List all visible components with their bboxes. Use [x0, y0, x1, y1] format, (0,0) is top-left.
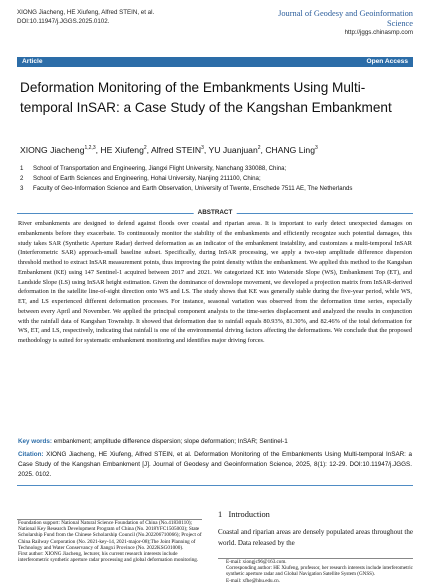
abstract-text: River embankments are designed to defend against floods over coastal and riparian areas. It is important to early detect unexpected damages on embankments before they exacerbate. To continuously monitor the stability of the embankments and efficiently recognize such potential damages, this study takes SAR (Synthetic Aperture Radar) derived deformation as an indicator of the embankment instability, and customizes a multi-temporal InSAR (Interferometric SAR) approach-small baseline subset. Specifically, during InSAR processing, we apply a two-step amplitude difference dispersion threshold method to extract InSAR measurement points, thus improving the point density within the embankment. We applied this method to the Kangshan Embankment (KE) using 147 Sentinel-1 acquired between 2017 and 2021. We categorized KE into Waterside Slope (WS), Embankment Top (ET), and Landside Slope (LS) using InSAR height estimation. Given the dominance of downslope movement, we developed a projection matrix from InSAR-derived deformation in the satellite line-of-sight direction onto WS and LS. The study shows that KE was generally stable during the five-year period, while WS, ET, and LS experienced different deformation processes. For instance, seasonal variation was observed from the deformation time series, especially between every April and November. We applied the principal component analysis to the time-series displacement and analyzed the results in conjunction with the rainfall data of Kangshan Township. It showed that deformation due to rainfall equals 80.93%, 81.30%, and 82.46% of the total deformation for WS, ET, and LS, respectively, indicating that rainfall is one of the environmental driving factors affecting the deformations. We conclude that the proposed methodology is suited for systematic embankment monitoring and identifies major driving forces. [18, 220, 412, 344]
citation-label: Citation: [18, 451, 44, 458]
keywords-label: Key words: [18, 438, 52, 445]
article-type-label: Article [22, 58, 43, 65]
section-divider [17, 485, 413, 486]
abstract-divider [17, 210, 413, 216]
citation-text: XIONG Jiacheng, HE Xiufeng, Alfred STEIN, et al. Deformation Monitoring of the Embankments Using Multi-temporal InSAR: a Case Study of the Kangshan Embankment [J]. Journal of Geodesy and Geoinformation Science, 2025, 8(1): 12-29. DOI:10.11947/j.JGGS. 2025. 0102. [18, 451, 413, 479]
running-header-left [17, 9, 154, 26]
citation [18, 450, 412, 481]
author: YU Juanjuan$^2$, [208, 145, 266, 155]
open-access-label: Open Access [366, 58, 408, 65]
affiliation: 2 School of Earth Sciences and Engineering, Hohai University, Nanjing 211100, China; [20, 175, 261, 182]
journal-name: Journal of Geodesy and Geoinformation Science [278, 9, 413, 28]
article-banner [17, 57, 413, 67]
author: HE Xiufeng$^2$, [100, 145, 151, 155]
header-doi[interactable]: DOI:10.11947/j.JGGS.2025.0102. [17, 17, 110, 25]
paper-title: Deformation Monitoring of the Embankments Using Multi-temporal InSAR: a Case Study of the Kangshan Embankment [20, 80, 392, 115]
funding-footnote: Foundation support: National Natural Science Foundation of China (No.41830110); National Key Research Development Program of China (No. 2018YFC1505003); State Scholarship Fund from the Chinese Scholarship Council (No.202206710066); Project of China Railway Corporation (No. 2021-key-14, 2021-major-08);The Joint Planning of Technology and Water Conservancy of Jiangxi Province (No. 2022KSG01000). First author: XIONG Jiacheng, lecturer, his current research interests include interferometric synthetic aperture radar processing and global deformation monitoring. [18, 520, 202, 564]
affiliation: 3 Faculty of Geo-Information Science and Earth Observation, University of Twente, Enschede 7511 AE, The Netherlands [20, 185, 353, 192]
intro-paragraph: Coastal and riparian areas are densely populated areas throughout the world. Data released by the [218, 528, 413, 547]
section-number: 1 [218, 510, 223, 519]
running-header-right [268, 9, 413, 38]
contact-footnote: E-mail: xiongjc96@163.com. Corresponding author: HE Xiufeng, professor, her research interests include interferometric synthetic aperture radar and Global Navigation Satellite System (GNSS). E-mail: xfhe@hhu.edu.cn. [226, 559, 413, 584]
author-list [20, 145, 410, 155]
keywords-text: embankment; amplitude difference dispersion; slope deformation; InSAR; Sentinel-1 [53, 438, 288, 445]
header-citation: XIONG Jiacheng, HE Xiufeng, Alfred STEIN, et al. [17, 9, 155, 16]
author: XIONG Jiacheng$^{1,2,3}$, [20, 145, 101, 155]
section-title: Introduction [228, 510, 270, 519]
abstract-heading: ABSTRACT [194, 209, 237, 216]
author: Alfred STEIN$^3$, [150, 145, 209, 155]
author: CHANG Ling$^3$ [265, 145, 318, 155]
affiliation-list [20, 164, 410, 194]
journal-url[interactable]: http://jggs.chinasmp.com [344, 29, 413, 36]
keywords [18, 438, 412, 445]
affiliation: 1 School of Transportation and Engineering, Jiangxi Flight University, Nanchang 330088, China; [20, 165, 287, 172]
intro-heading [218, 510, 270, 519]
